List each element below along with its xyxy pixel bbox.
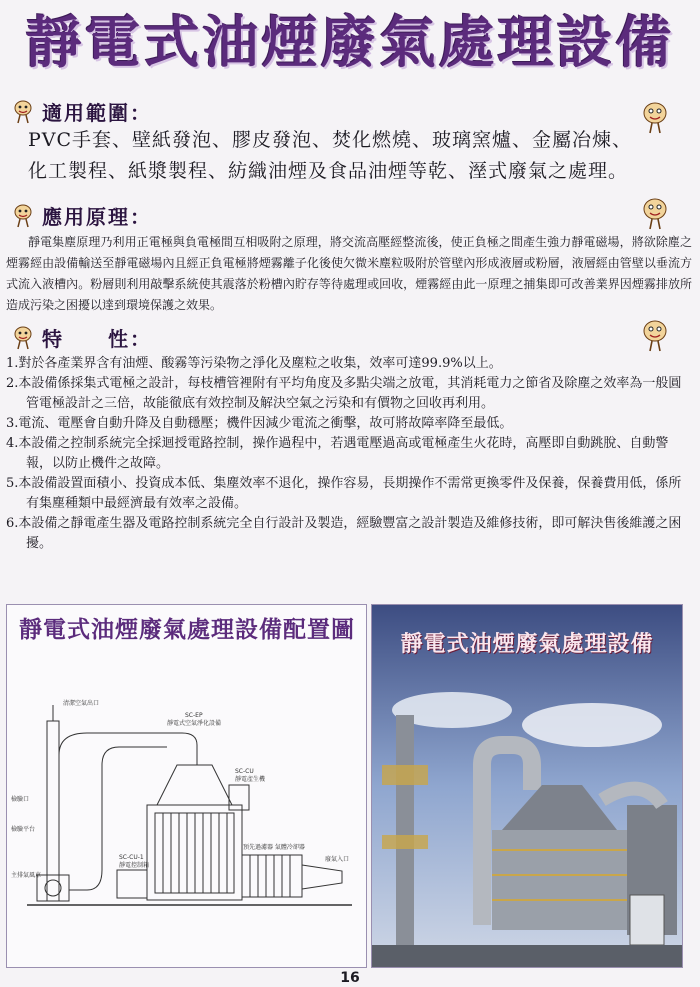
mascot-icon bbox=[10, 324, 36, 350]
label-platform: 檢驗平台 bbox=[11, 826, 36, 833]
feature-item: 2.本設備係採集式電極之設計，每枝槽管裡附有平均角度及多點尖端之放電，其消耗電力之節省及除塵之效率為一般圓管電極設計之三倍，故能徹底有效控制及解決空氣之污染和有價物之回收再利用。 bbox=[6, 376, 682, 411]
section-features-title: 特 性： bbox=[42, 326, 152, 351]
feature-item: 4.本設備之控制系統完全採迴授電路控制，操作過程中，若遇電壓過高或電極產生火花時，高壓即自動跳脫、自動警報，以防止機件之故障。 bbox=[6, 436, 669, 471]
mascot-icon bbox=[10, 98, 36, 124]
equipment-photo-panel bbox=[371, 604, 683, 968]
application-line-1: PVC手套、壁紙發泡、膠皮發泡、焚化燃燒、玻璃窯爐、金屬冶煉、 bbox=[28, 129, 633, 151]
label-cu: SC-CU bbox=[235, 768, 254, 775]
label-inlet: 廢氣入口 bbox=[325, 856, 350, 863]
section-application-heading bbox=[10, 96, 152, 126]
label-prefilter: 預先過濾器 氣體冷卻器 bbox=[243, 844, 305, 851]
label-cu1: SC-CU-1 bbox=[119, 854, 144, 861]
section-principle-heading bbox=[10, 200, 152, 230]
mascot-right-icon bbox=[640, 196, 670, 230]
section-principle-title: 應用原理： bbox=[42, 204, 152, 229]
mascot-right-icon bbox=[640, 318, 670, 352]
feature-item: 3.電流、電壓會自動升降及自動穩壓；機件因減少電流之衝擊，故可將故障率降至最低。 bbox=[6, 416, 513, 431]
principle-text: 靜電集塵原理乃利用正電極與負電極間互相吸附之原理，將交流高壓經整流後，使正負極之間產生強力靜電磁場，將欲除塵之煙霧經由設備輸送至靜電磁場內且經正負電極將煙霧離子化後使欠微米塵粒吸附於管壁內形成液層或粉層，液層經由管壁以垂流方式流入液槽內。粉層則利用敲擊系統使其震落於粉槽內貯存等待處理或回收，煙霧經由此一原理之捕集即可改善業界因煙霧排放所造成污染之困擾以達到環境保護之效果。 bbox=[6, 235, 692, 312]
label-ep: SC-EP bbox=[185, 712, 203, 719]
diagram-title: 靜電式油煙廢氣處理設備配置圖 bbox=[19, 617, 355, 643]
page-title: 靜電式油煙廢氣處理設備 bbox=[25, 11, 675, 76]
layout-diagram bbox=[7, 685, 366, 965]
label-inspect: 檢驗口 bbox=[11, 796, 30, 803]
mascot-icon bbox=[10, 202, 36, 228]
feature-item: 1.對於各產業界含有油煙、酸霧等污染物之淨化及塵粒之收集，效率可達99.9%以上。 bbox=[6, 356, 502, 371]
label-ep-name: 靜電式空氣淨化設備 bbox=[167, 720, 222, 727]
label-cu-name: 靜電產生機 bbox=[235, 776, 266, 783]
label-clean-outlet: 清潔空氣出口 bbox=[63, 700, 100, 707]
features-list bbox=[6, 354, 692, 554]
feature-item: 5.本設備設置面積小、投資成本低、集塵效率不退化，操作容易，長期操作不需常更換零件及保養，保養費用低，係所有集塵種類中最經濟最有效率之設備。 bbox=[6, 476, 682, 511]
label-fan: 主排氣風車 bbox=[11, 872, 42, 879]
label-control: 靜電控制箱 bbox=[119, 862, 150, 869]
section-features-heading bbox=[10, 322, 152, 352]
feature-item: 6.本設備之靜電產生器及電路控制系統完全自行設計及製造，經驗豐富之設計製造及維修技術，即可解決售後維護之困擾。 bbox=[6, 516, 682, 551]
photo-title: 靜電式油煙廢氣處理設備 bbox=[400, 632, 654, 657]
section-application-title: 適用範圍： bbox=[42, 100, 152, 125]
application-line-2: 化工製程、紙漿製程、紡織油煙及食品油煙等乾、溼式廢氣之處理。 bbox=[28, 160, 629, 182]
equipment-photo bbox=[372, 605, 682, 967]
page-number: 16 bbox=[340, 970, 360, 986]
layout-diagram-panel bbox=[6, 604, 367, 968]
